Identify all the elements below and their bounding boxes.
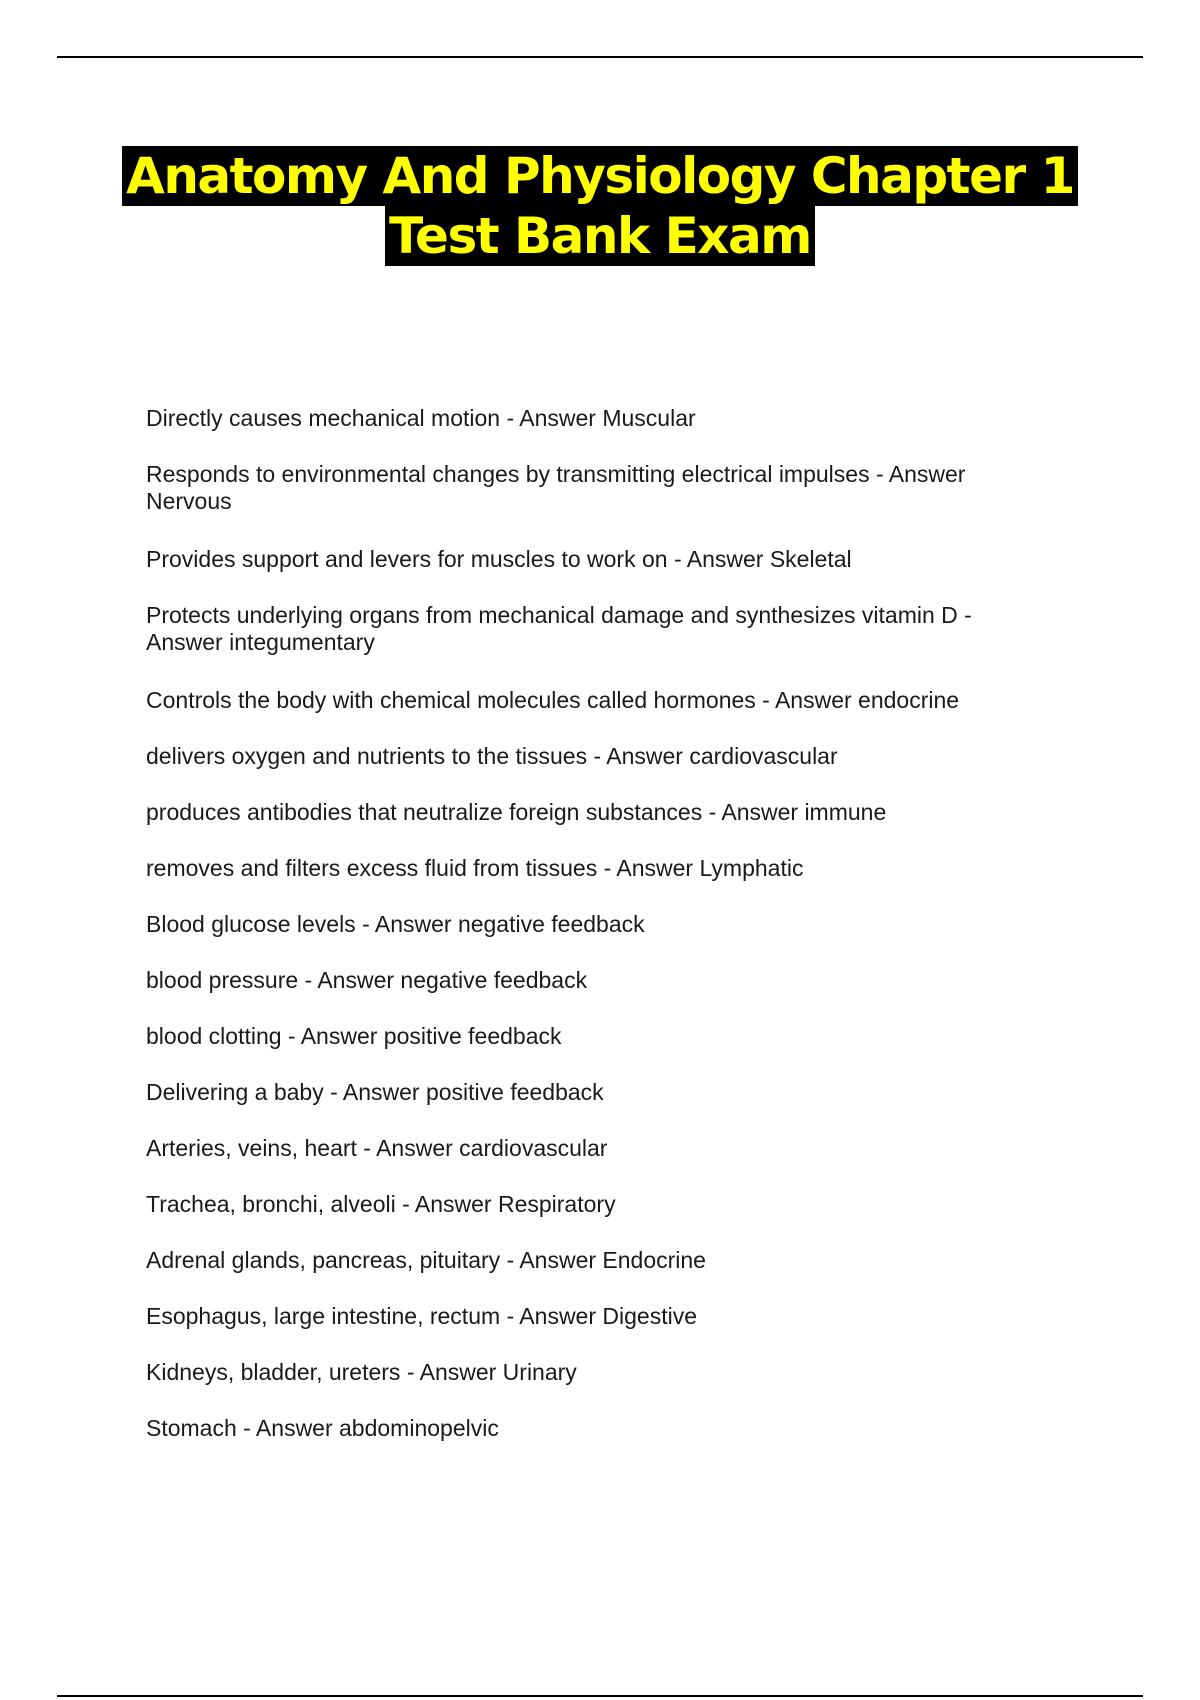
question-answer-list bbox=[146, 405, 1046, 1471]
qa-item: Arteries, veins, heart - Answer cardiovascular bbox=[146, 1135, 608, 1161]
title-line-2: Test Bank Exam bbox=[385, 206, 815, 266]
qa-item: removes and filters excess fluid from tissues - Answer Lymphatic bbox=[146, 855, 804, 881]
qa-item: produces antibodies that neutralize foreign substances - Answer immune bbox=[146, 799, 887, 825]
qa-item: Provides support and levers for muscles to work on - Answer Skeletal bbox=[146, 546, 852, 572]
document-title bbox=[0, 146, 1200, 266]
qa-item: Responds to environmental changes by transmitting electrical impulses - Answer Nervous bbox=[146, 461, 966, 514]
qa-item: Adrenal glands, pancreas, pituitary - Answer Endocrine bbox=[146, 1247, 706, 1273]
qa-item: Controls the body with chemical molecules called hormones - Answer endocrine bbox=[146, 687, 960, 713]
qa-item: Stomach - Answer abdominopelvic bbox=[146, 1415, 499, 1441]
qa-item: Kidneys, bladder, ureters - Answer Urinary bbox=[146, 1359, 577, 1385]
qa-item: blood pressure - Answer negative feedback bbox=[146, 967, 588, 993]
qa-item: Directly causes mechanical motion - Answer Muscular bbox=[146, 405, 696, 431]
qa-item: Delivering a baby - Answer positive feedback bbox=[146, 1079, 604, 1105]
bottom-rule bbox=[57, 1695, 1143, 1697]
qa-item: blood clotting - Answer positive feedback bbox=[146, 1023, 562, 1049]
top-rule bbox=[57, 56, 1143, 58]
qa-item: delivers oxygen and nutrients to the tissues - Answer cardiovascular bbox=[146, 743, 838, 769]
title-block bbox=[0, 146, 1200, 266]
title-line-1: Anatomy And Physiology Chapter 1 bbox=[122, 146, 1078, 206]
qa-item: Protects underlying organs from mechanical damage and synthesizes vitamin D - Answer integumentary bbox=[146, 602, 972, 655]
qa-item: Trachea, bronchi, alveoli - Answer Respiratory bbox=[146, 1191, 616, 1217]
qa-item: Blood glucose levels - Answer negative feedback bbox=[146, 911, 645, 937]
qa-item: Esophagus, large intestine, rectum - Answer Digestive bbox=[146, 1303, 697, 1329]
